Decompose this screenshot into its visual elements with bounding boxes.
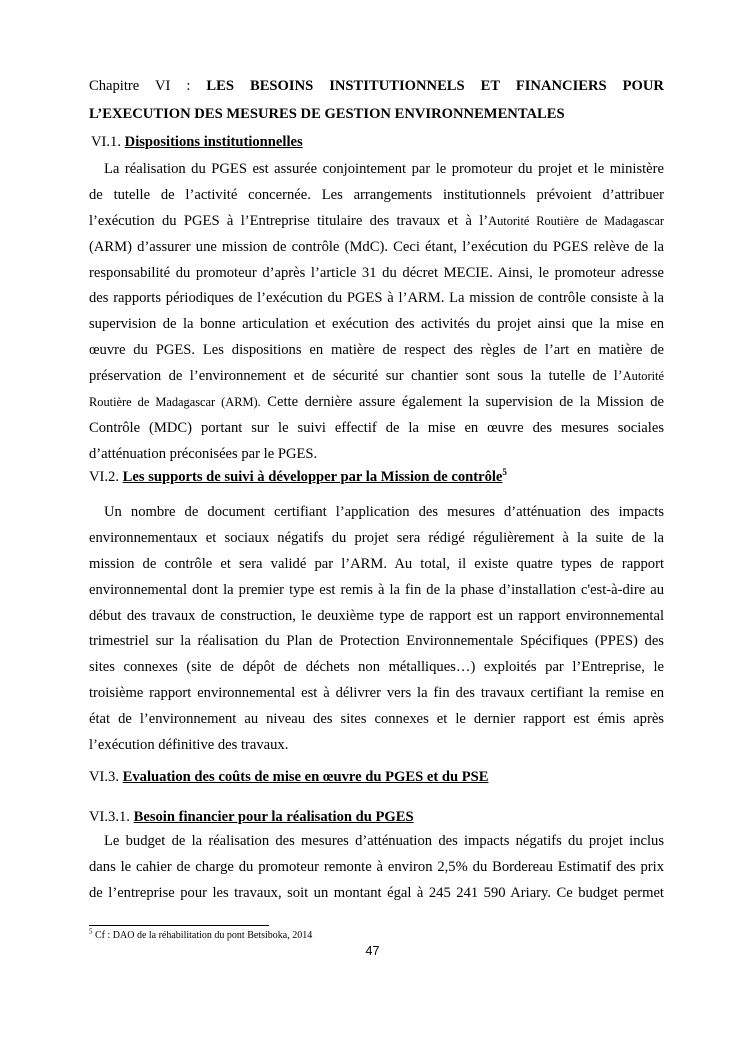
arm-small-caps: Autorité: [622, 369, 664, 384]
text-line: mission de contrôle et sera validé par l’ARM. Au total, il existe quatre types de rapport: [89, 555, 664, 572]
section-title: Besoin financier pour la réalisation du PGES: [133, 809, 414, 825]
section-number: VI.3.: [89, 769, 119, 785]
chapter-prefix: Chapitre VI :: [89, 78, 191, 94]
text-line: (ARM) d’assurer une mission de contrôle (MdC). Ceci étant, l’exécution du PGES relève de la: [89, 238, 664, 255]
footnote-divider: [89, 925, 269, 926]
text-fragment: préservation de l’environnement et de sécurité sur chantier sont sous la tutelle de l’: [89, 368, 623, 385]
text-line: Un nombre de document certifiant l’application des mesures d’atténuation des impacts: [104, 504, 664, 520]
paragraph-vi31: [89, 829, 664, 907]
text-line: environnemental dont la premier type est remis à la fin de la phase d’installation c'est-à-dire au: [89, 581, 664, 598]
chapter-title-part-2: L’EXECUTION DES MESURES DE GESTION ENVIRONNEMENTALES: [89, 106, 565, 122]
paragraph-vi2: [89, 500, 664, 759]
text-line: l’exécution définitive des travaux.: [89, 737, 289, 754]
text-line: de l’entreprise pour les travaux, soit un montant égal à 245 241 590 Ariary. Ce budget permet: [89, 884, 664, 901]
text-fragment: Cette dernière assure également la supervision de la Mission de: [267, 394, 664, 411]
section-number: VI.3.1.: [89, 809, 130, 825]
text-line: [89, 390, 664, 416]
text-line: début des travaux de construction, le deuxième type de rapport est un rapport environnemental: [89, 607, 664, 624]
section-number: VI.2.: [89, 469, 119, 485]
page-number: 47: [365, 944, 380, 958]
text-line: responsabilité du promoteur d’après l’article 31 du décret MECIE. Ainsi, le promoteur adresse: [89, 264, 664, 281]
text-line: environnementaux et sociaux négatifs du projet sera rédigé régulièrement à la suite de la: [89, 529, 664, 546]
section-heading-vi1: [89, 134, 664, 151]
section-title: Dispositions institutionnelles: [124, 134, 303, 150]
text-line: La réalisation du PGES est assurée conjointement par le promoteur du projet et le ministère: [104, 161, 664, 177]
arm-small-caps: Routière de Madagascar (ARM).: [89, 395, 261, 410]
text-line: dans le cahier de charge du promoteur remonte à environ 2,5% du Bordereau Estimatif des prix: [89, 858, 664, 875]
section-title: Evaluation des coûts de mise en œuvre du PGES et du PSE: [122, 769, 489, 785]
section-number: VI.1.: [91, 134, 121, 150]
text-line: troisième rapport environnemental est à délivrer vers la fin des travaux certifiant la remise en: [89, 685, 664, 702]
text-line: œuvre du PGES. Les dispositions en matière de respect des règles de l’art en matière de: [89, 342, 664, 359]
text-line: Contrôle (MDC) portant sur le suivi effectif de la mise en œuvre des mesures sociales: [89, 419, 664, 436]
footnote: [89, 927, 313, 941]
section-heading-vi3: [89, 769, 664, 786]
arm-small-caps: Autorité Routière de Madagascar: [488, 213, 664, 228]
paragraph-vi1: [89, 157, 664, 468]
text-line: trimestriel sur la réalisation du Plan de Protection Environnementale Spécifiques (PPES) des: [89, 633, 664, 650]
chapter-heading-line-1: [89, 74, 664, 99]
text-line: Le budget de la réalisation des mesures d’atténuation des impacts négatifs du projet inclus: [104, 833, 664, 849]
text-line: de tutelle de l’activité concernée. Les arrangements institutionnels prévoient d’attribuer: [89, 186, 664, 203]
text-line: état de l’environnement au niveau des sites connexes et le dernier rapport est émis après: [89, 711, 664, 728]
text-line: des rapports périodiques de l’exécution du PGES à l’ARM. La mission de contrôle consiste à la: [89, 290, 664, 307]
section-heading-vi31: [89, 809, 664, 826]
footnote-ref: 5: [502, 467, 507, 478]
chapter-heading: [89, 74, 664, 127]
footnote-number: 5: [89, 927, 93, 936]
text-line: d’atténuation préconisées par le PGES.: [89, 445, 318, 462]
text-fragment: l’exécution du PGES à l’Entreprise titulaire des travaux et à l’: [89, 212, 489, 229]
text-line: sites connexes (site de dépôt de déchets non métalliques…) exploités par l’Entreprise, le: [89, 659, 664, 676]
text-line: [89, 209, 664, 235]
section-title: Les supports de suivi à développer par la Mission de contrôle: [122, 469, 503, 485]
text-line: [89, 364, 664, 390]
section-heading-vi2: [89, 469, 664, 486]
footnote-text: Cf : DAO de la réhabilitation du pont Betsiboka, 2014: [92, 930, 313, 941]
chapter-title-part-1: LES BESOINS INSTITUTIONNELS ET FINANCIERS POUR: [206, 78, 664, 94]
text-line: supervision de la bonne articulation et exécution des activités du projet ainsi que la mise en: [89, 316, 664, 333]
